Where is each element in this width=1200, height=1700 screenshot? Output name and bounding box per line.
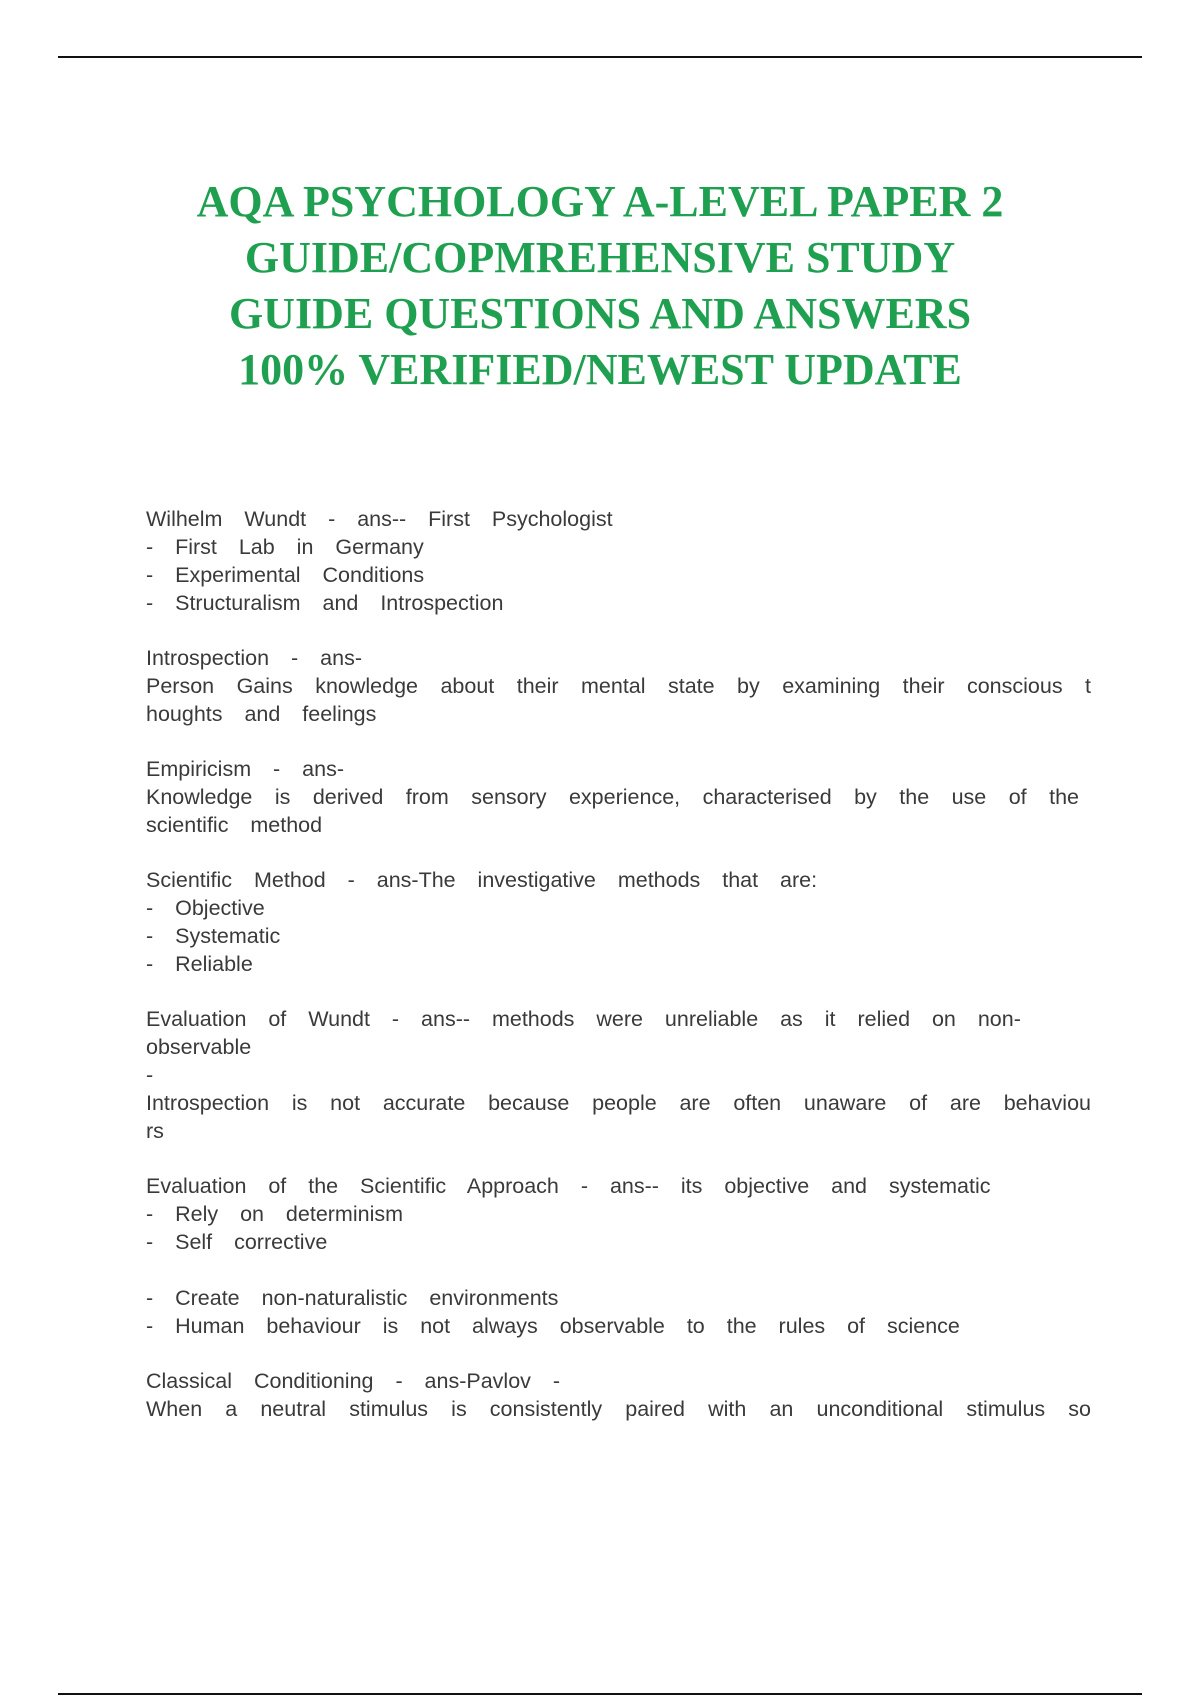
qa-entry [146, 1367, 1091, 1423]
text-line: scientific method [146, 813, 323, 837]
text-line: - Create non-naturalistic environments [146, 1286, 559, 1310]
text-line: Evaluation of the Scientific Approach - ans-- its objective and systematic [146, 1174, 991, 1198]
title-line: GUIDE/COPMREHENSIVE STUDY [244, 233, 956, 282]
text-line: - Self corrective [146, 1230, 328, 1254]
text-line: - Structuralism and Introspection [146, 591, 504, 615]
text-line: Person Gains knowledge about their mental state by examining their conscious t [146, 674, 1091, 698]
text-line: Scientific Method - ans-The investigative methods that are: [146, 868, 818, 892]
text-line: Introspection - ans- [146, 646, 362, 670]
text-line: houghts and feelings [146, 702, 377, 726]
qa-entry [146, 866, 1091, 978]
qa-entry [146, 755, 1091, 839]
text-line: - Objective [146, 896, 265, 920]
qa-entry [146, 1172, 1091, 1340]
qa-entry [146, 1005, 1091, 1145]
text-line: observable [146, 1035, 252, 1059]
title-line: GUIDE QUESTIONS AND ANSWERS [228, 289, 972, 338]
text-line: rs [146, 1119, 164, 1143]
text-line: When a neutral stimulus is consistently paired with an unconditional stimulus so [146, 1397, 1091, 1421]
text-line: - Systematic [146, 924, 281, 948]
text-line: - First Lab in Germany [146, 535, 424, 559]
text-line: Classical Conditioning - ans-Pavlov - [146, 1369, 561, 1393]
title-line: AQA PSYCHOLOGY A-LEVEL PAPER 2 [196, 177, 1004, 226]
text-line: - [146, 1063, 154, 1087]
text-line [146, 1256, 1091, 1284]
qa-entry [146, 505, 1091, 617]
footer-rule [58, 1693, 1142, 1695]
qa-entry [146, 644, 1091, 728]
text-line: Introspection is not accurate because people are often unaware of are behaviou [146, 1091, 1091, 1115]
text-line: Evaluation of Wundt - ans-- methods were unreliable as it relied on non- [146, 1007, 1021, 1031]
text-line: Empiricism - ans- [146, 757, 344, 781]
header-rule [58, 56, 1142, 58]
text-line: Knowledge is derived from sensory experience, characterised by the use of the [146, 785, 1079, 809]
text-line: - Reliable [146, 952, 253, 976]
text-line: - Human behaviour is not always observable to the rules of science [146, 1314, 960, 1338]
title-line: 100% VERIFIED/NEWEST UPDATE [238, 345, 962, 394]
text-line: - Experimental Conditions [146, 563, 425, 587]
document-title [100, 174, 1100, 398]
document-body [146, 505, 1091, 1423]
text-line: Wilhelm Wundt - ans-- First Psychologist [146, 507, 613, 531]
text-line: - Rely on determinism [146, 1202, 404, 1226]
